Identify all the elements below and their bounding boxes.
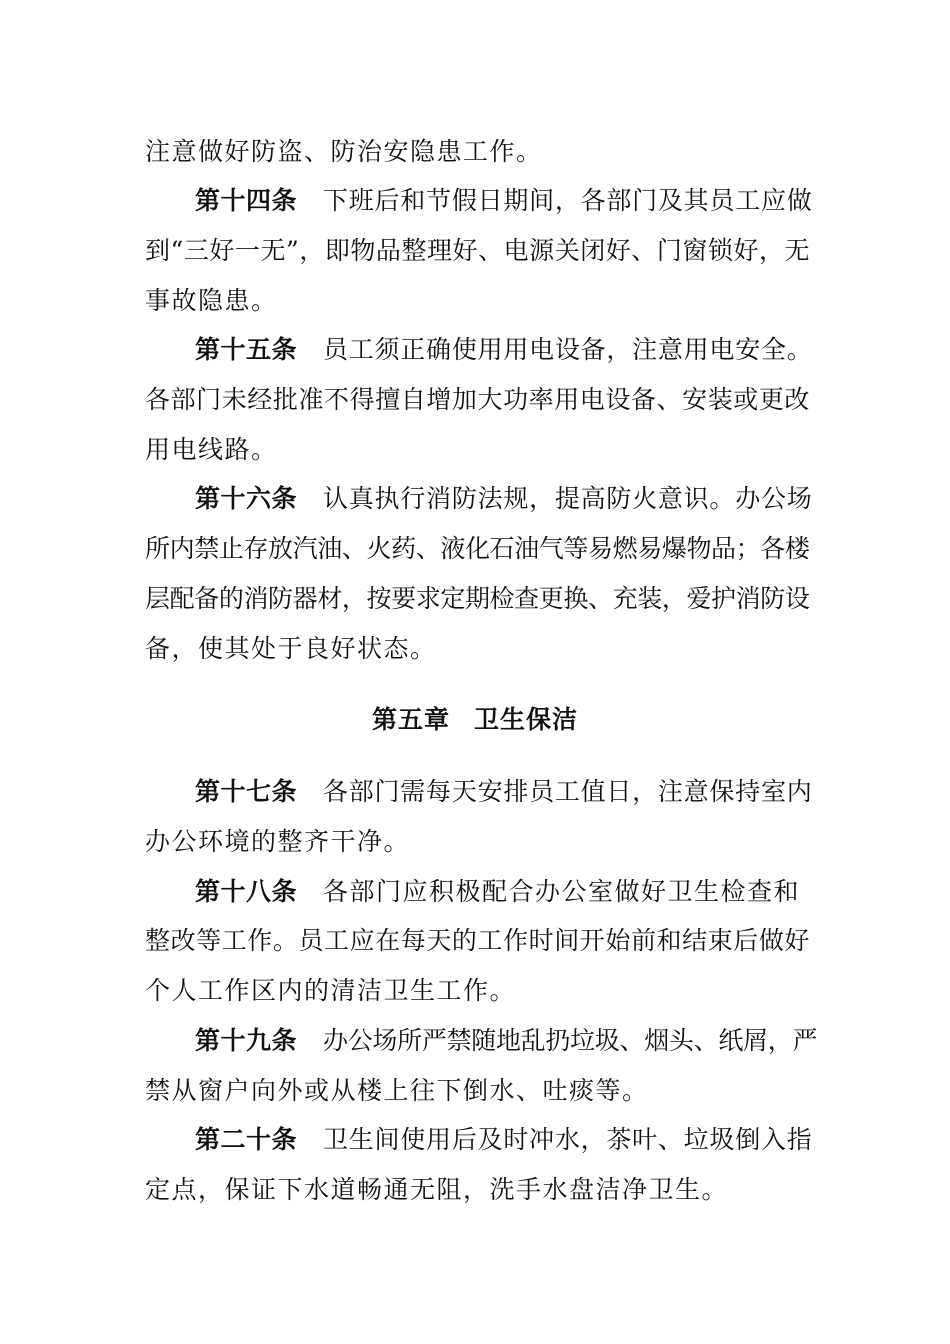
article-16-first-line — [195, 483, 813, 515]
article-15-first-line — [195, 334, 813, 366]
article-14-line: 事故隐患。 — [145, 286, 278, 315]
article-16-text: 认真执行消防法规，提高防火意识。办公场 — [323, 484, 813, 513]
article-19-first-line — [195, 1025, 818, 1057]
article-15-line: 各部门未经批准不得擅自增加大功率用电设备、安装或更改 — [145, 385, 811, 414]
article-16-label: 第十六条 — [195, 484, 298, 513]
article-18-text: 各部门应积极配合办公室做好卫生检查和 — [323, 877, 801, 906]
article-16-line: 备，使其处于良好状态。 — [145, 634, 437, 663]
article-15-text: 员工须正确使用用电设备，注意用电安全。 — [323, 335, 813, 364]
article-17-text: 各部门需每天安排员工值日，注意保持室内 — [323, 777, 813, 806]
article-20-label: 第二十条 — [195, 1125, 298, 1154]
article-17-label: 第十七条 — [195, 777, 298, 806]
chapter-title: 卫生保洁 — [474, 705, 579, 734]
article-20-first-line — [195, 1124, 813, 1156]
chapter-heading — [0, 704, 950, 736]
continuation-text: 注意做好防盗、防治安隐患工作。 — [145, 137, 543, 166]
article-20-line: 定点，保证下水道畅通无阻，洗手水盘洁净卫生。 — [145, 1175, 729, 1204]
article-18-line: 整改等工作。员工应在每天的工作时间开始前和结束后做好 — [145, 926, 811, 955]
article-14-label: 第十四条 — [195, 186, 298, 215]
article-17-first-line — [195, 776, 813, 808]
article-18-line: 个人工作区内的清洁卫生工作。 — [145, 976, 517, 1005]
article-14-text: 下班后和节假日期间，各部门及其员工应做 — [323, 186, 813, 215]
article-20-text: 卫生间使用后及时冲水，茶叶、垃圾倒入指 — [323, 1125, 813, 1154]
article-19-line: 禁从窗户向外或从楼上往下倒水、吐痰等。 — [145, 1076, 649, 1105]
article-18-first-line — [195, 876, 810, 908]
article-15-line: 用电线路。 — [145, 435, 278, 464]
article-16-line: 所内禁止存放汽油、火药、液化石油气等易燃易爆物品；各楼 — [145, 534, 810, 563]
article-19-label: 第十九条 — [195, 1026, 298, 1055]
article-16-line: 层配备的消防器材，按要求定期检查更换、充装，爱护消防设 — [145, 584, 810, 613]
article-14-first-line — [195, 185, 813, 217]
article-18-label: 第十八条 — [195, 877, 298, 906]
article-14-line: 到“三好一无”，即物品整理好、电源关闭好、门窗锁好，无 — [145, 236, 811, 265]
article-17-line: 办公环境的整齐干净。 — [145, 827, 411, 856]
article-19-text: 办公场所严禁随地乱扔垃圾、烟头、纸屑，严 — [323, 1026, 818, 1055]
article-15-label: 第十五条 — [195, 335, 298, 364]
chapter-number: 第五章 — [371, 705, 450, 734]
